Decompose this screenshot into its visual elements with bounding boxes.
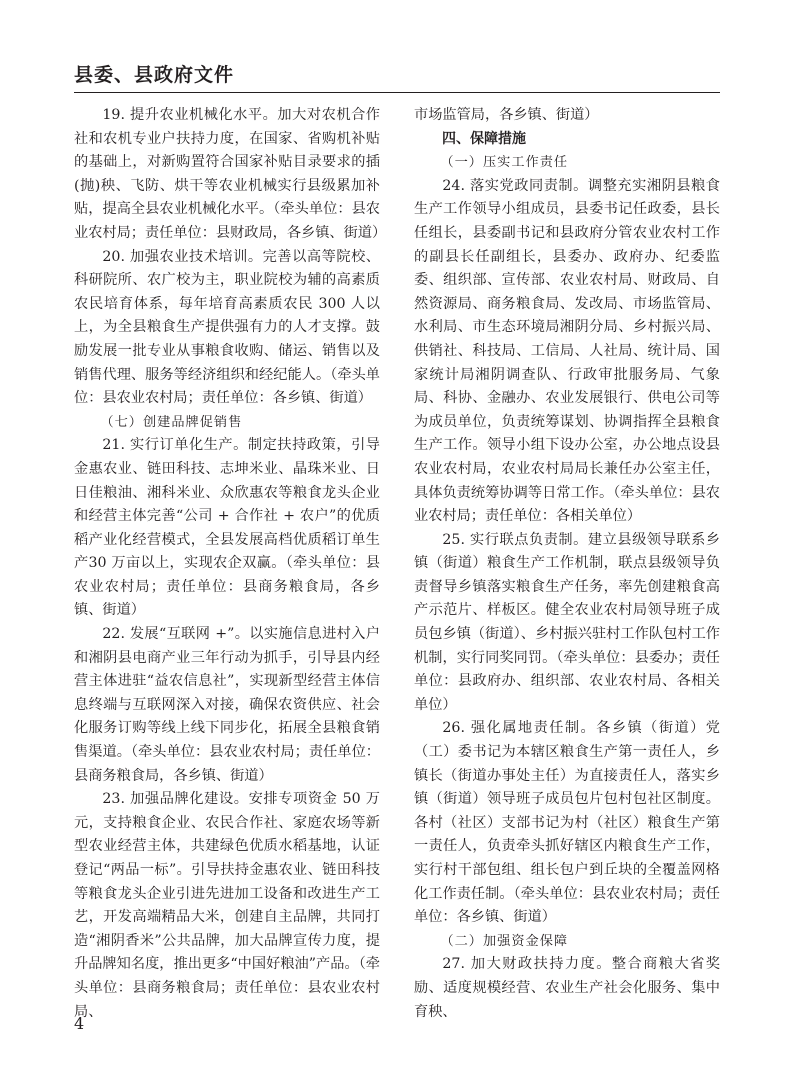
item-27: 27. 加大财政扶持力度。整合商粮大省奖励、适度规模经营、农业生产社会化服务、集中育秧、: [414, 956, 720, 1020]
item-24: 24. 落实党政同责制。调整充实湘阴县粮食生产工作领导小组成员，县委书记任政委，县长任组长，县委副书记和县政府分管农业农村工作的副县长任副组长，县委办、政府办、纪委监委、组织部、宣传部、农业农村局、财政局、自然资源局、商务粮食局、发改局、市场监管局、水利局、市生态环境局湘阴分局、乡村振兴局、供销社、科技局、工信局、人社局、统计局、国家统计局湘阴调查队、行政审批服务局、气象局、科协、金融办、农业发展银行、供电公司等为成员单位，负责统筹谋划、协调指挥全县粮食生产工作。领导小组下设办公室，办公地点设县农业农村局，农业农村局局长兼任办公室主任，具体负责统筹协调等日常工作。（牵头单位：县农业农村局；责任单位：各相关单位）: [414, 177, 720, 525]
item-23-continuation: 市场监管局，各乡镇、街道）: [414, 107, 599, 123]
item-21: 21. 实行订单化生产。制定扶持政策，引导金惠农业、链田科技、志坤米业、晶珠米业、日日佳粮油、湘科米业、众欣惠农等粮食龙头企业和经营主体完善“公司 + 合作社 + 农户”的优质稻产业化经营模式，全县发展高档优质稻订单生产30 万亩以上，实现农企双赢。（牵头单位：县农业农村局；责任单位：县商务粮食局，各乡镇、街道）: [74, 437, 380, 619]
subsection-heading-1: （一）压实工作责任: [440, 155, 569, 171]
item-19: 19. 提升农业机械化水平。加大对农机合作社和农机专业户扶持力度，在国家、省购机补贴的基础上，对新购置符合国家补贴目录要求的插(抛)秧、飞防、烘干等农业机械实行县级累加补贴，提高全县农业机械化水平。（牵头单位：县农业农村局；责任单位：县财政局，各乡镇、街道）: [74, 107, 387, 241]
item-20: 20. 加强农业技术培训。完善以高等院校、科研院所、农广校为主，职业院校为辅的高素质农民培育体系，每年培育高素质农民 300 人以上，为全县粮食生产提供强有力的人才支撑。鼓励发展一批专业从事粮食收购、储运、销售以及销售代理、服务等经济组织和经纪能人。（牵头单位：县农业农村局；责任单位：各乡镇、街道）: [74, 248, 380, 407]
section-heading-4: 四、保障措施: [442, 130, 526, 147]
item-25: 25. 实行联点负责制。建立县级领导联系乡镇（街道）粮食生产工作机制，联点县级领导负责督导乡镇落实粮食生产任务，率先创建粮食高产示范片、样板区。健全农业农村局领导班子成员包乡镇（街道）、乡村振兴驻村工作队包村工作机制，实行同奖同罚。（牵头单位：县委办；责任单位：县政府办、组织部、农业农村局、各相关单位）: [414, 531, 720, 713]
page-number: 4: [74, 1014, 85, 1033]
header-divider: [74, 92, 720, 93]
subsection-heading-2: （二）加强资金保障: [440, 933, 569, 949]
left-column: [74, 104, 387, 1024]
item-22: 22. 发展“互联网 +”。以实施信息进村入户和湘阴县电商产业三年行动为抓手，引导县内经营主体进驻“益农信息社”，实现新型经营主体信息终端与互联网深入对接，确保农资供应、社会化服务订购等线上线下同步化，拓展全县粮食销售渠道。（牵头单位：县农业农村局；责任单位：县商务粮食局，各乡镇、街道）: [74, 626, 380, 784]
page-header-title: 县委、县政府文件: [74, 64, 235, 86]
right-column: [414, 104, 720, 1024]
item-26: 26. 强化属地责任制。各乡镇（街道）党（工）委书记为本辖区粮食生产第一责任人，乡镇长（街道办事处主任）为直接责任人，落实乡镇（街道）领导班子成员包片包村包社区制度。各村（社区）支部书记为村（社区）粮食生产第一责任人，负责牵头抓好辖区内粮食生产工作，实行村干部包组、组长包户到丘块的全覆盖网格化工作责任制。（牵头单位：县农业农村局；责任单位：各乡镇、街道）: [414, 720, 720, 926]
item-23: 23. 加强品牌化建设。安排专项资金 50 万元，支持粮食企业、农民合作社、家庭农场等新型农业经营主体，共建绿色优质水稻基地，认证登记“两品一标”。引导扶持金惠农业、链田科技等粮食龙头企业引进先进加工设备和改进生产工艺，开发高端精品大米，创建自主品牌，共同打造“湘阴香米”公共品牌，加大品牌宣传力度，提升品牌知名度，推出更多“中国好粮油”产品。（牵头单位：县商务粮食局；责任单位：县农业农村局、: [74, 791, 380, 1020]
subsection-heading-7: （七）创建品牌促销售: [100, 414, 243, 430]
